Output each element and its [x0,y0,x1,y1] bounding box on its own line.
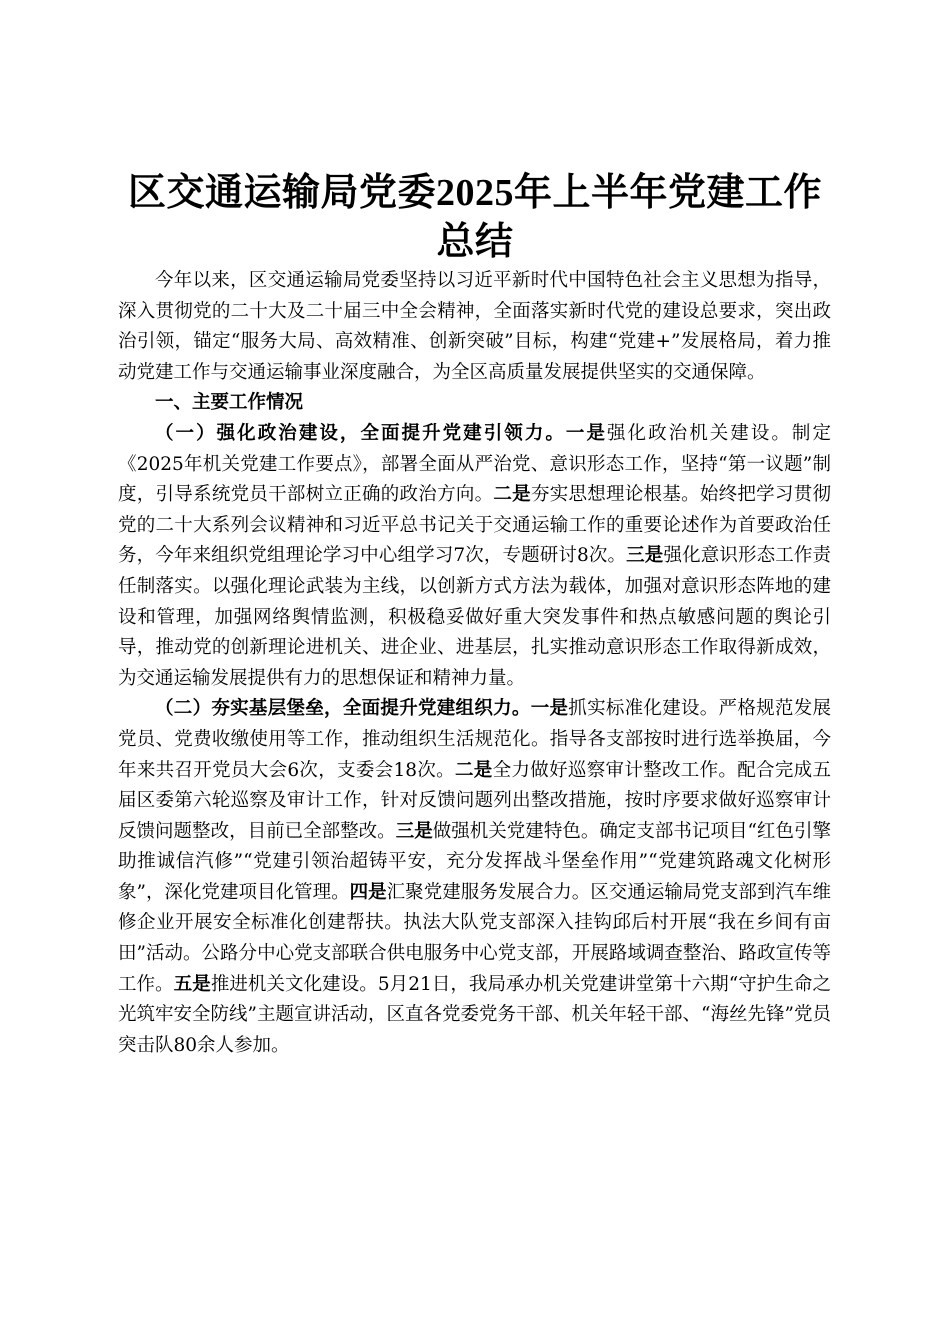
item-text: 抓实标准化建设。严格规范发展党员、党费收缴使用等工作，推动组织生活规范化。指导各支部按时进行选举换届，今年来共召开党员大会6次，支委会18次。 [118,698,831,781]
item-marker: 二是 [454,759,493,781]
item-text: 夯实思想理论根基。始终把学习贯彻党的二十大系列会议精神和习近平总书记关于交通运输工作的重要论述作为首要政治任务，今年来组织党组理论学习中心组学习7次，专题研讨8次。 [118,484,831,567]
intro-paragraph: 今年以来，区交通运输局党委坚持以习近平新时代中国特色社会主义思想为指导，深入贯彻党的二十大及二十届三中全会精神，全面落实新时代党的建设总要求，突出政治引领，锚定“服务大局、高效精准、创新突破”目标，构建“党建+”发展格局，着力推动党建工作与交通运输事业深度融合，为全区高质量发展提供坚实的交通保障。 [118,270,831,383]
item-marker: 一是 [530,698,569,720]
title-part1: 区交通运输局党委 [127,169,436,214]
title-year: 2025 [436,172,514,214]
item-text: 做强机关党建特色。确定支部书记项目“红色引擎助推诚信汽修”“党建引领治超铸平安，充分发挥战斗堡垒作用”“党建筑路魂文化树形象”，深化党建项目化管理。 [118,820,831,903]
subsection-heading: （一）强化政治建设，全面提升党建引领力。 [155,422,566,444]
item-marker: 四是 [349,881,387,903]
item-text: 强化意识形态工作责任制落实。以强化理论武装为主线，以创新方式方法为载体，加强对意识形态阵地的建设和管理，加强网络舆情监测，积极稳妥做好重大突发事件和热点敏感问题的舆论引导，推动党的创新理论进机关、进企业、进基层，扎实推动意识形态工作取得新成效，为交通运输发展提供有力的思想保证和精神力量。 [118,545,831,689]
subsection-heading: （二）夯实基层堡垒，全面提升党建组织力。 [155,698,531,720]
paragraph-political-building [118,419,831,694]
item-marker: 五是 [173,973,211,995]
item-text: 强化政治机关建设。制定《2025年机关党建工作要点》，部署全面从严治党、意识形态工作，坚持“第一议题”制度，引导系统党员干部树立正确的政治方向。 [118,422,831,506]
document-title [110,168,840,265]
item-marker: 二是 [493,484,531,506]
item-marker: 一是 [565,422,608,444]
item-marker: 三是 [395,820,433,842]
title-part2: 年上半年党建工作总结 [436,169,823,263]
item-text: 全力做好巡察审计整改工作。配合完成五届区委第六轮巡察及审计工作，针对反馈问题列出整改措施，按时序要求做好巡察审计反馈问题整改，目前已全部整改。 [118,759,831,842]
item-text: 推进机关文化建设。5月21日，我局承办机关党建讲堂第十六期“守护生命之光筑牢安全防线”主题宣讲活动，区直各党委党务干部、机关年轻干部、“海丝先锋”党员突击队80余人参加。 [118,973,831,1056]
section-heading: 一、主要工作情况 [155,392,304,414]
paragraph-grassroots [118,694,831,1061]
item-marker: 三是 [626,545,664,567]
document-body [118,266,831,1061]
item-text: 汇聚党建服务发展合力。区交通运输局党支部到汽车维修企业开展安全标准化创建帮扶。执法大队党支部深入挂钩邱后村开展“我在乡间有亩田”活动。公路分中心党支部联合供电服务中心党支部，开展路域调查整治、路政宣传等工作。 [118,881,831,995]
